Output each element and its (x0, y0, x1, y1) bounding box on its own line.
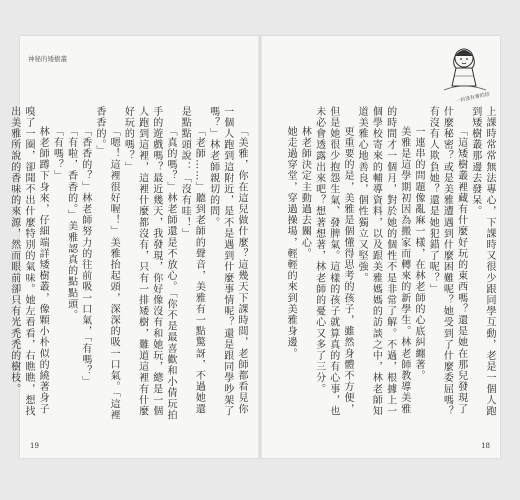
right-page-text (272, 106, 496, 422)
right-page (262, 36, 500, 458)
paragraph: 「老師……」聽到老師的聲音，美雅有一點驚訝，不過她還是點點頭說：「沒有哇！」 (179, 106, 205, 415)
paragraph: 「香香的？」林老師努力的往前吸一口氣，「有嗎？」 (79, 126, 91, 388)
paragraph: 林老師決定主動過去關心。 (299, 126, 311, 260)
paragraph: 「有嗎？」 (51, 126, 63, 182)
paragraph: 上課時常常無法專心，下課時又很少跟同學互動，老是一個人跑到矮樹叢那邊去發呆。 (469, 106, 495, 417)
page-number: 19 (30, 442, 39, 450)
running-title: 神秘的矮樹叢 (28, 55, 67, 63)
book-spread (8, 36, 500, 458)
chapter-vignette (436, 42, 492, 105)
paragraph: 「嗯！這裡很好喔！」美雅抬起頭，深深的吸一口氣。「這裡香香的。」 (93, 106, 120, 421)
paragraph: 美雅是這學期初因為搬家而轉來的新學生。林老師教導美雅的時間才一個月，對於她的個性不是非常了解。不過，根據上一個學校寄來的輔導資料，以及跟美雅媽媽的訪談之中，林老師知道美雅心地善良，個性獨立又堅強。 (356, 106, 410, 417)
left-page (8, 36, 258, 458)
paragraph: 「美雅，你在這兒做什麼？這幾天下課時間，老師都看見你一個人跑到這附近，是不是遇到什麼事情呢？還是跟同學吵架了嗎？」林老師親切的問。 (207, 106, 247, 417)
paragraph: 林老師蹲下身來，仔細端詳矮樹叢，像顆小朴似的繞著身子嗅了一圈，卻聞不出什麼特別的氣味。她左看看，右瞧瞧，想找出美雅所說的香味的來源，然而眼前卻只有光禿禿的樹枝。 (8, 106, 49, 417)
paragraph: 「真的嗎？」林老師還是不放心。「你不是最喜歡和小倩玩拍手的遊戲嗎？最近幾天，我發現，你好像沒有和她玩，總是一個人跑到這裡，這裡什麼都沒有，只有一排矮樹，難道這裡有什麼好玩的嗎？」 (122, 106, 176, 421)
paragraph: 更重要的是，美雅是個懂得思考的孩子，雖然身體不方便，但是她很少抱怨生氣、發脾氣。這樣的孩子就算真的有心事，也未必會透露出來吧？想著想著，林老師的憂心又多了三分。 (313, 106, 353, 417)
vignette-caption: 一封沒有寄的信 (454, 91, 491, 105)
paragraph: 「有啦，香香的。」美雅認真的點點頭。 (65, 126, 77, 321)
paragraph: 一連串的問題像亂麻一樣，在林老師的心底糾纏著。 (412, 126, 424, 382)
left-page-text (8, 106, 248, 422)
paragraph: 她走過穿堂，穿過操場，輕輕的來到美雅身邊。 (285, 126, 297, 360)
paragraph: 「這矮樹叢裡藏有什麼好玩的東西嗎？還是她在那兒發現了什麼秘密？或是美雅遭遇到什麼困難呢？她受到了什麼委屈嗎？有沒有人欺負她？還是她犯錯了呢？」 (427, 106, 467, 417)
page-number: 18 (481, 442, 490, 450)
